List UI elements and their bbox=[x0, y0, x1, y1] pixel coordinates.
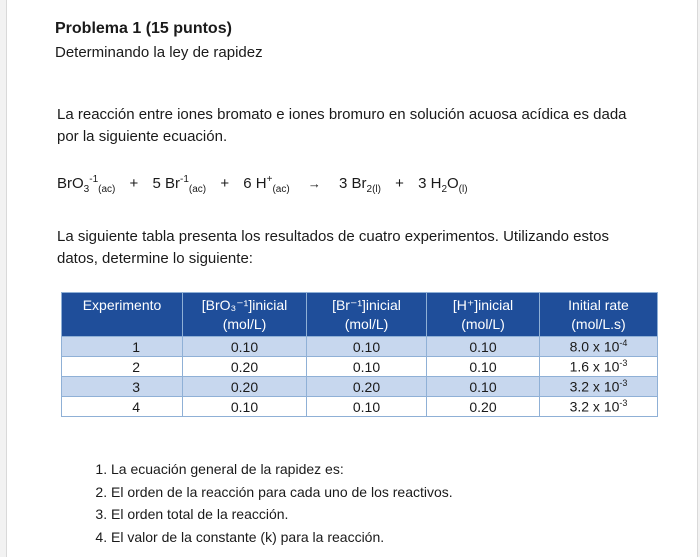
eq-bromide: 5 $Br^{-1}_{(ac)}$ bbox=[152, 174, 207, 195]
cell-bromate: 0.20 bbox=[183, 357, 307, 377]
instructions-line-1: La siguiente tabla presenta los resultados de cuatro experimentos. Utilizando estos bbox=[57, 228, 609, 245]
intro-line-1: La reacción entre iones bromato e iones bromuro en solución acuosa acídica es dada bbox=[57, 106, 627, 123]
cell-bromate: 0.10 bbox=[183, 397, 307, 417]
table-row bbox=[62, 357, 658, 377]
cell-hydrogen: 0.10 bbox=[427, 377, 540, 397]
experiments-table bbox=[61, 292, 658, 417]
list-item: 3. El orden total de la reacción. bbox=[111, 503, 453, 526]
instructions-line-2: datos, determine lo siguiente: bbox=[57, 250, 253, 267]
eq-bromate: BrO$_3^{-1}_{(ac)}$ bbox=[57, 174, 116, 195]
list-item: 2. El orden de la reacción para cada uno de los reactivos. bbox=[111, 481, 453, 504]
problem-title: Problema 1 (15 puntos) bbox=[55, 20, 232, 37]
eq-bromine: 3 $Br_{2(l)}$ bbox=[339, 175, 381, 195]
header-hydrogen: [H⁺]inicial (mol/L) bbox=[427, 293, 540, 337]
cell-bromide: 0.10 bbox=[307, 397, 427, 417]
eq-hydrogen: 6 $H^+_{(ac)}$ bbox=[243, 174, 290, 195]
cell-bromide: 0.20 bbox=[307, 377, 427, 397]
header-bromide: [Br⁻¹]inicial (mol/L) bbox=[307, 293, 427, 337]
instructions-paragraph bbox=[57, 226, 637, 270]
intro-line-2: por la siguiente ecuación. bbox=[57, 128, 228, 145]
table-header-row bbox=[62, 293, 658, 337]
table-row bbox=[62, 377, 658, 397]
cell-bromide: 0.10 bbox=[307, 337, 427, 357]
cell-rate: 1.6 x $10^{-3}$ bbox=[540, 357, 658, 377]
cell-experiment: 4 bbox=[62, 397, 183, 417]
cell-bromate: 0.10 bbox=[183, 337, 307, 357]
header-bromate: [BrO₃⁻¹]inicial (mol/L) bbox=[183, 293, 307, 337]
table-row bbox=[62, 397, 658, 417]
cell-experiment: 2 bbox=[62, 357, 183, 377]
eq-water: 3 $H_2O_{(l)}$ bbox=[418, 175, 468, 195]
problem-subtitle: Determinando la ley de rapidez bbox=[55, 44, 263, 61]
cell-bromide: 0.10 bbox=[307, 357, 427, 377]
cell-hydrogen: 0.10 bbox=[427, 357, 540, 377]
chemical-equation bbox=[57, 174, 468, 195]
list-item: 1. La ecuación general de la rapidez es: bbox=[111, 458, 453, 481]
cell-rate: 3.2 x $10^{-3}$ bbox=[540, 397, 658, 417]
intro-paragraph bbox=[57, 104, 637, 148]
list-item: 4. El valor de la constante (k) para la reacción. bbox=[111, 526, 453, 549]
cell-rate: 8.0 x $10^{-4}$ bbox=[540, 337, 658, 357]
eq-plus-2: + bbox=[220, 175, 230, 192]
header-initial-rate: Initial rate (mol/L.s) bbox=[540, 293, 658, 337]
eq-plus-3: + bbox=[395, 175, 404, 192]
cell-rate: 3.2 x $10^{-3}$ bbox=[540, 377, 658, 397]
table-row bbox=[62, 337, 658, 357]
cell-experiment: 3 bbox=[62, 377, 183, 397]
header-experimento: Experimento bbox=[62, 293, 183, 337]
cell-hydrogen: 0.20 bbox=[427, 397, 540, 417]
eq-arrow: → bbox=[307, 176, 321, 191]
cell-experiment: 1 bbox=[62, 337, 183, 357]
cell-bromate: 0.20 bbox=[183, 377, 307, 397]
cell-hydrogen: 0.10 bbox=[427, 337, 540, 357]
eq-plus-1: + bbox=[129, 175, 139, 192]
document-page bbox=[6, 0, 698, 557]
questions-list bbox=[87, 458, 453, 548]
